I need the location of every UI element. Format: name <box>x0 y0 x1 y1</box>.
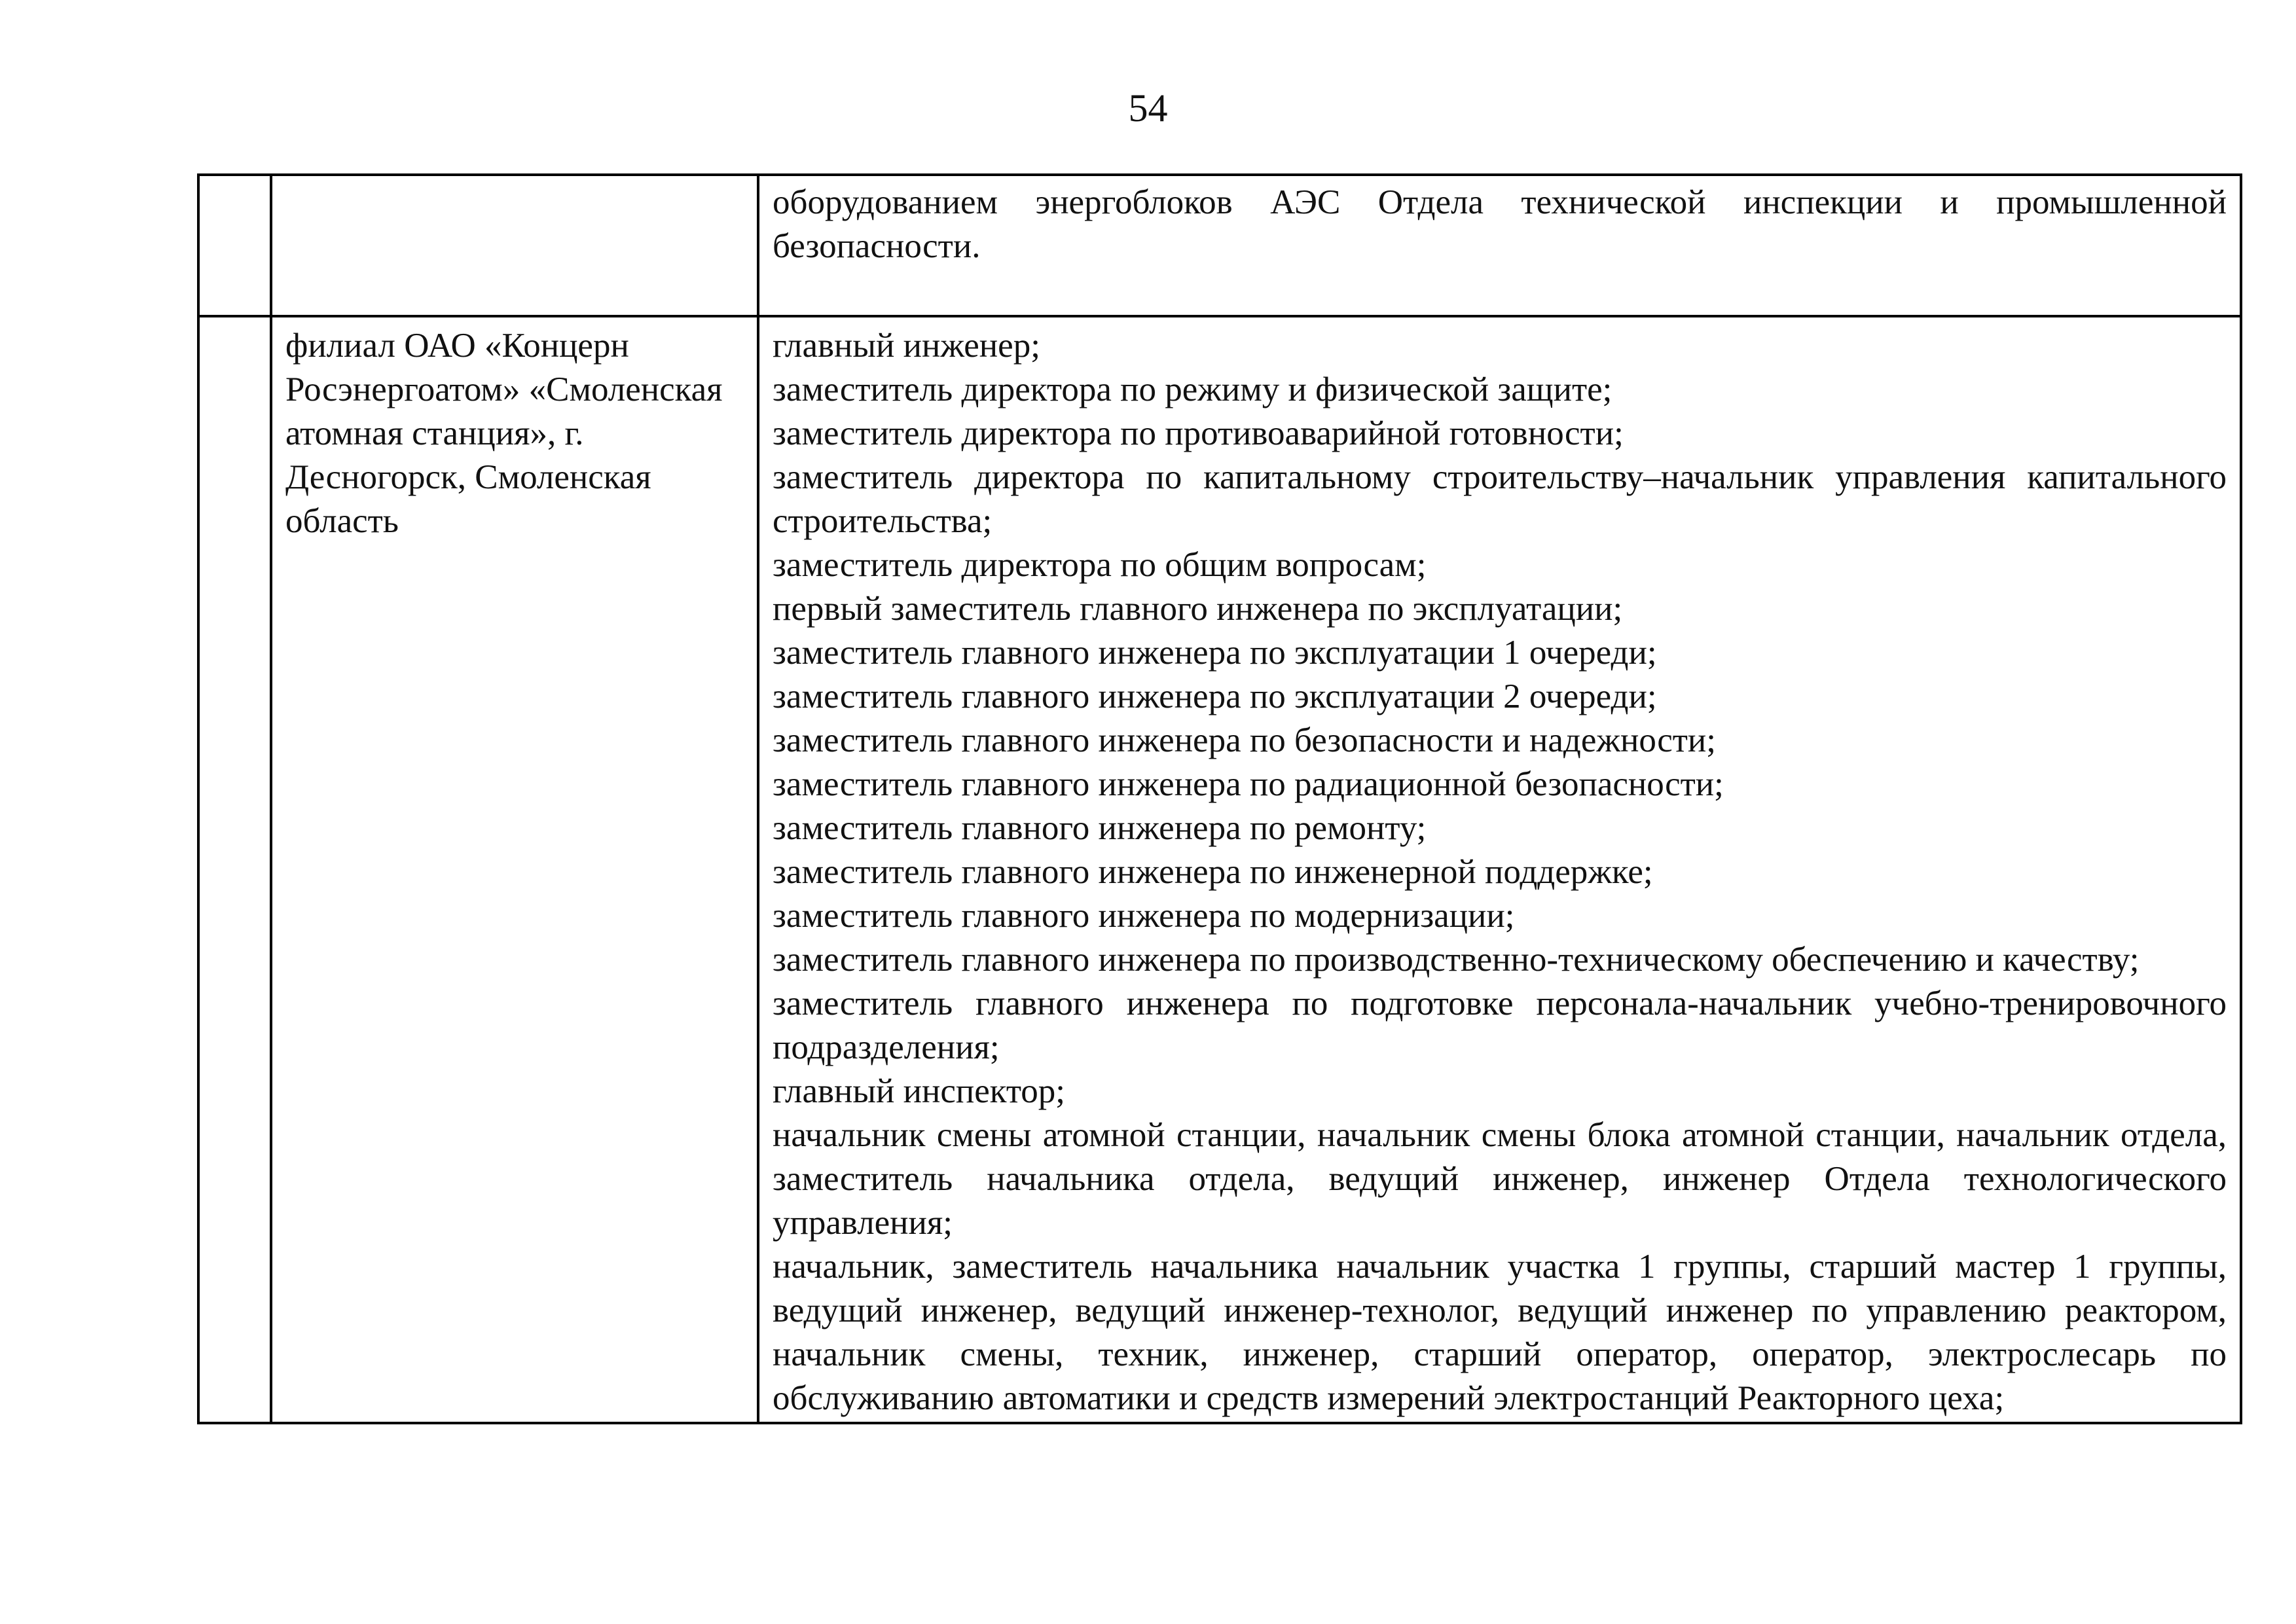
position-item: первый заместитель главного инженера по эксплуатации; <box>773 590 1623 628</box>
continuation-text: оборудованием энергоблоков АЭС Отдела технической инспекции и промышленной безопасности. <box>773 183 2227 265</box>
positions-cell <box>758 316 2241 1423</box>
position-item: заместитель главного инженера по модернизации; <box>773 897 1515 935</box>
position-item: заместитель директора по режиму и физической защите; <box>773 370 1613 408</box>
position-item: заместитель главного инженера по производственно-техническому обеспечению и качеству; <box>773 941 2140 979</box>
position-item: заместитель директора по капитальному строительству–начальник управления капитального строительства; <box>773 458 2227 540</box>
position-item: заместитель главного инженера по ремонту; <box>773 809 1427 847</box>
row-number-cell <box>198 316 271 1423</box>
position-item: главный инспектор; <box>773 1072 1066 1110</box>
position-item: заместитель главного инженера по безопасности и надежности; <box>773 721 1716 759</box>
position-item: начальник смены атомной станции, начальник смены блока атомной станции, начальник отдела, заместитель начальника отдела, ведущий инженер, инженер Отдела технологического управления; <box>773 1116 2227 1242</box>
position-item: начальник, заместитель начальника начальник участка 1 группы, старший мастер 1 группы, ведущий инженер, ведущий инженер-технолог, ведущий инженер по управлению реактором, начальник смены, техник, инженер, старший оператор, оператор, электрослесарь по обслуживанию автоматики и средств измерений электростанций Реакторного цеха; <box>773 1248 2227 1417</box>
row-number-cell <box>198 175 271 316</box>
organization-name: филиал ОАО «Концерн Росэнергоатом» «Смоленская атомная станция», г. Десногорск, Смоленская область <box>285 327 723 540</box>
organization-cell <box>271 175 758 316</box>
position-item: главный инженер; <box>773 327 1040 365</box>
table-row-smolensk-npp <box>198 316 2241 1423</box>
position-item: заместитель главного инженера по подготовке персонала-начальник учебно-тренировочного подразделения; <box>773 984 2227 1066</box>
position-item: заместитель главного инженера по инженерной поддержке; <box>773 853 1653 891</box>
position-item: заместитель главного инженера по радиационной безопасности; <box>773 765 1724 803</box>
table-row-continuation <box>198 175 2241 316</box>
positions-table <box>197 173 2242 1424</box>
positions-cell <box>758 175 2241 316</box>
position-item: заместитель главного инженера по эксплуатации 1 очереди; <box>773 634 1657 672</box>
position-item: заместитель директора по противоаварийной готовности; <box>773 414 1624 452</box>
position-item: заместитель директора по общим вопросам; <box>773 546 1427 584</box>
page-number: 54 <box>1128 86 1168 130</box>
organization-cell <box>271 316 758 1423</box>
position-item: заместитель главного инженера по эксплуатации 2 очереди; <box>773 677 1657 715</box>
